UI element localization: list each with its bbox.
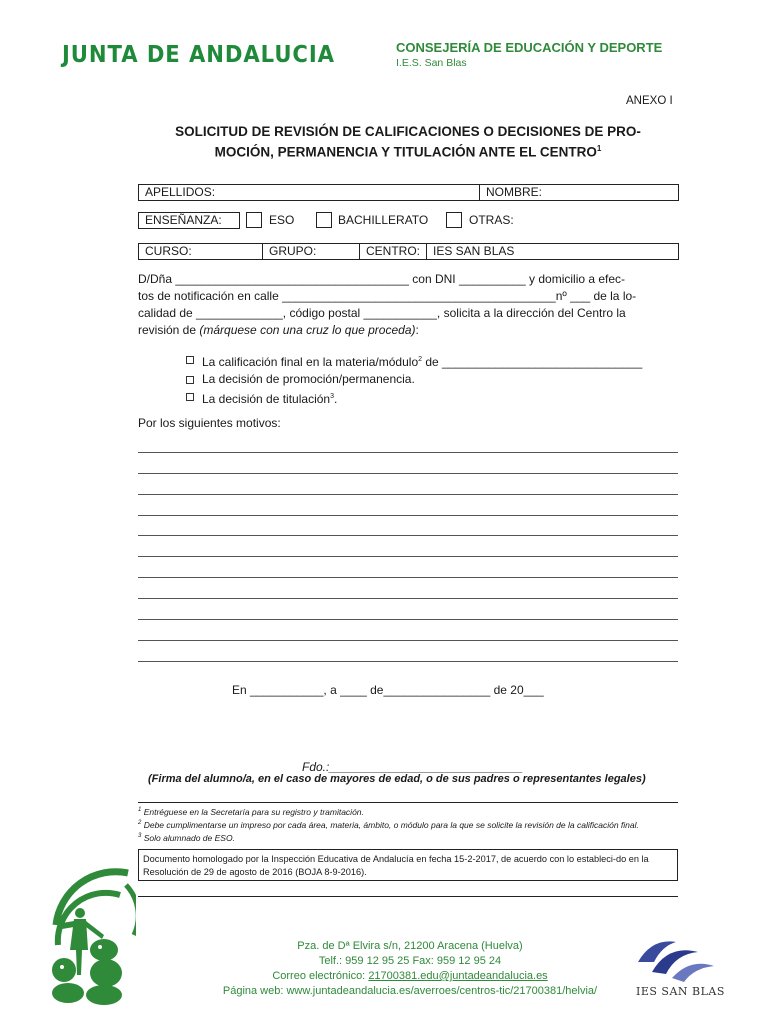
anexo-label: ANEXO I [626,95,673,107]
signature-line[interactable]: Fdo.:_____________________________ [302,760,523,774]
footnote-number: 1 [138,807,142,813]
title-line-2-text: MOCIÓN, PERMANENCIA Y TITULACIÓN ANTE EL CENTRO [214,144,597,160]
writing-line[interactable] [138,474,678,495]
footer-contact [200,939,620,999]
document-title [128,123,688,161]
title-line-2 [128,140,688,161]
nombre-field[interactable] [479,184,679,201]
ensenanza-label: ENSEÑANZA: [145,213,222,227]
homologation-box: Documento homologado por la Inspección Educativa de Andalucía en fecha 15-2-2017, de acuerdo con lo estableci-do en la Resolución de 29 de agosto de 2016 (BOJA 8-9-2016). [138,849,678,881]
option-titulacion[interactable] [186,388,642,408]
footnote-text: Solo alumnado de ESO. [143,832,235,843]
option-calificacion[interactable] [186,351,642,371]
signature-caption: (Firma del alumno/a, en el caso de mayores de edad, o de sus padres o representantes legales) [148,773,646,785]
paragraph-line-2: tos de notificación en calle _________________________________________nº ___ de la lo- [138,289,637,303]
apellidos-label: APELLIDOS: [145,185,216,199]
curso-field[interactable] [138,243,263,260]
otras-label: OTRAS: [469,213,514,227]
apellidos-nombre-row [138,184,679,201]
option-checkbox[interactable] [186,356,194,364]
footnote-1 [138,805,678,818]
centro-subheading: I.E.S. San Blas [396,57,467,69]
writing-line[interactable] [138,495,678,516]
writing-line[interactable] [138,557,678,578]
consejeria-heading: CONSEJERÍA DE EDUCACIÓN Y DEPORTE [396,40,663,55]
writing-line[interactable] [138,432,678,453]
paragraph-line-4-italic: (márquese con una cruz lo que proceda) [199,323,416,337]
centro-value: IES SAN BLAS [433,244,515,258]
writing-line[interactable] [138,536,678,557]
title-line-1: SOLICITUD DE REVISIÓN DE CALIFICACIONES O DECISIONES DE PRO- [175,124,641,139]
motivos-writing-lines[interactable] [138,432,678,662]
writing-line[interactable] [138,641,678,662]
motivos-label: Por los siguientes motivos: [138,416,281,430]
footer-address: Pza. de Dª Elvira s/n, 21200 Aracena (Huelva) [297,940,523,952]
grupo-label: GRUPO: [269,244,317,258]
footnote-number: 2 [138,819,142,826]
paragraph-line-3: calidad de _____________, código postal ___________, solicita a la dirección del Centro la [138,306,626,320]
option-text: La calificación final en la materia/módulo [202,355,419,369]
date-line[interactable]: En ___________, a ____ de________________ de 20___ [232,683,544,697]
junta-de-andalucia-logo: JUNTA DE ANDALUCIA [62,42,335,68]
footer-divider [138,896,678,897]
curso-label: CURSO: [145,244,192,258]
footer-email-line [200,969,620,984]
option-checkbox[interactable] [186,393,194,401]
paragraph-line-4-end: : [415,323,419,337]
writing-line[interactable] [138,578,678,599]
ensenanza-row [138,212,679,229]
option-checkbox[interactable] [186,376,194,384]
request-paragraph [138,271,668,339]
footnote-text: Debe cumplimentarse un impreso por cada área, materia, ámbito, o módulo para la que se solicite la revisión de la calificación final. [143,819,639,830]
andalucia-emblem-icon [48,855,136,1015]
revision-options [186,351,642,408]
writing-line[interactable] [138,453,678,474]
grupo-field[interactable] [262,243,360,260]
bachillerato-checkbox[interactable] [316,212,332,228]
option-rest: . [334,392,338,406]
paragraph-line-4-start: revisión de [138,323,200,337]
centro-label-cell [359,243,427,260]
centro-value-cell [426,243,679,260]
centro-label: CENTRO: [366,244,420,258]
paragraph-line-4 [138,322,668,339]
option-footnote-ref: 3 [330,393,334,400]
option-rest: de ______________________________ [422,355,643,369]
footer-email-link[interactable]: 21700381.edu@juntadeandalucia.es [368,970,548,982]
curso-grupo-centro-row [138,243,679,260]
footnote-2 [138,818,678,831]
option-promocion[interactable] [186,371,642,388]
nombre-label: NOMBRE: [486,185,543,199]
otras-checkbox[interactable] [446,212,462,228]
footnote-number: 3 [138,832,142,839]
title-footnote-ref: 1 [596,144,602,153]
footnotes-divider [138,802,678,803]
ies-san-blas-logo-text: IES SAN BLAS [636,985,725,998]
eso-label: ESO [269,213,295,227]
apellidos-field[interactable] [138,184,480,201]
writing-line[interactable] [138,599,678,620]
footnote-text: Entréguese en la Secretaría para su registro y tramitación. [143,806,364,817]
footer-web[interactable]: Página web: www.juntadeandalucia.es/averroes/centros-tic/21700381/helvia/ [222,985,598,997]
footer-email-label: Correo electrónico: [272,970,369,982]
writing-line[interactable] [138,516,678,537]
ensenanza-field [138,212,240,229]
option-text: La decisión de titulación [202,392,331,406]
eso-checkbox[interactable] [246,212,262,228]
footnote-3 [138,831,678,844]
option-text: La decisión de promoción/permanencia. [202,372,415,386]
paragraph-line-1: D/Dña ___________________________________ con DNI __________ y domicilio a efec- [138,272,626,286]
footnotes [138,805,678,843]
footer-phones: Telf.: 959 12 95 25 Fax: 959 12 95 24 [318,955,502,967]
bachillerato-label: BACHILLERATO [338,213,429,227]
ies-san-blas-logo-icon [632,932,716,984]
option-footnote-ref: 2 [418,356,423,363]
writing-line[interactable] [138,620,678,641]
